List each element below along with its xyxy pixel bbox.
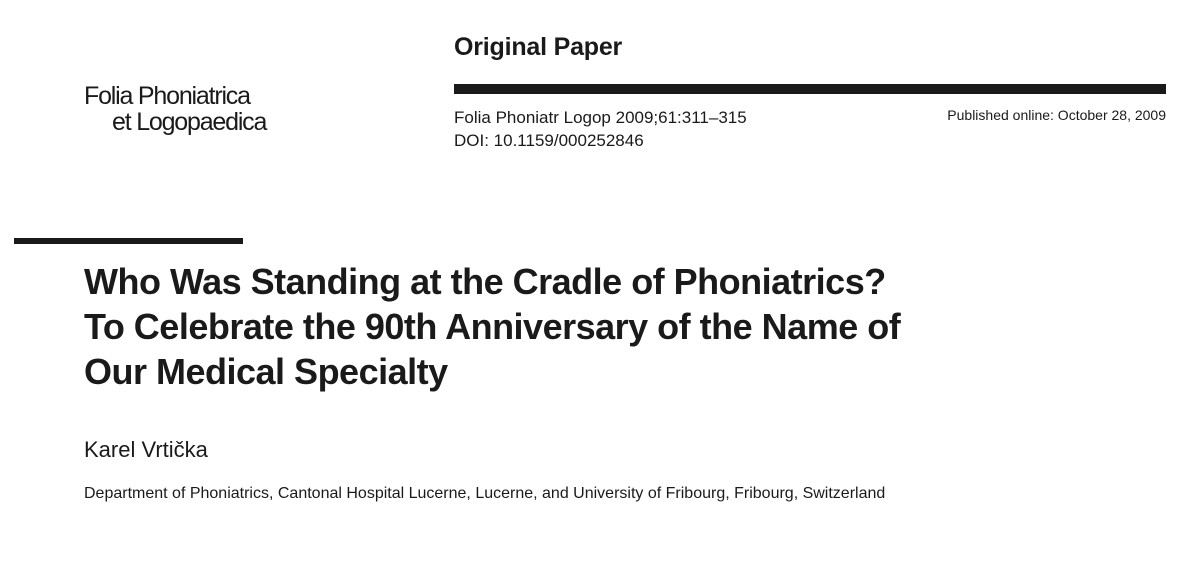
article-title <box>84 259 900 394</box>
citation-block <box>454 106 747 152</box>
title-rule <box>14 238 243 244</box>
article-title-line-3: Our Medical Specialty <box>84 351 448 392</box>
journal-logo-line-2: et Logopaedica <box>112 108 267 136</box>
author-affiliation: Department of Phoniatrics, Cantonal Hospital Lucerne, Lucerne, and University of Fribourg, Fribourg, Switzerland <box>84 485 886 502</box>
journal-logo-line-1: Folia Phoniatrica <box>84 82 250 110</box>
author-name: Karel Vrtička <box>84 437 208 462</box>
doi: DOI: 10.1159/000252846 <box>454 131 644 150</box>
article-title-line-2: To Celebrate the 90th Anniversary of the Name of <box>84 306 901 347</box>
published-date: Published online: October 28, 2009 <box>947 107 1166 123</box>
journal-logo <box>84 83 266 135</box>
paper-type-label: Original Paper <box>454 33 623 61</box>
article-title-line-1: Who Was Standing at the Cradle of Phoniatrics? <box>84 261 886 302</box>
header-rule <box>454 84 1166 94</box>
journal-citation: Folia Phoniatr Logop 2009;61:311–315 <box>454 108 747 127</box>
